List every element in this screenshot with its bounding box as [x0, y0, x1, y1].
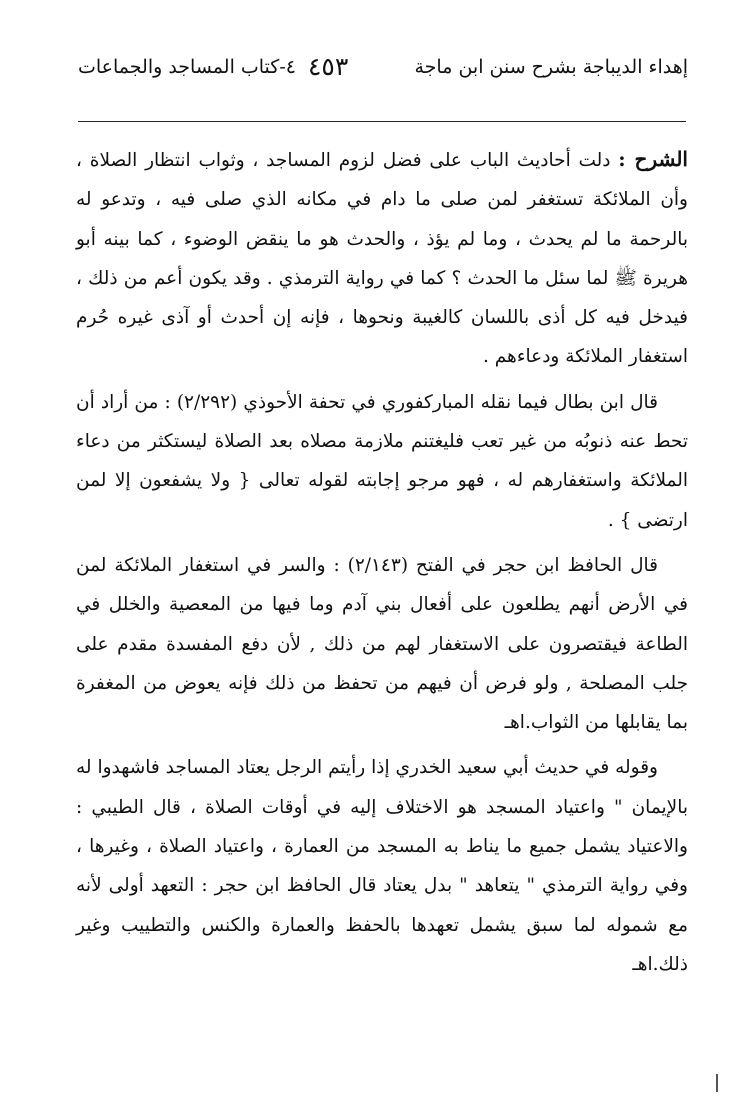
paragraph-ibn-battal: قال ابن بطال فيما نقله المباركفوري في تحفة الأحوذي (٢/٢٩٢) : من أراد أن تحط عنه ذنوبُه من غير تعب فليغتنم ملازمة مصلاه بعد الصلاة ليستكثر من دعاء الملائكة واستغفارهم له ، فهو مرجو إجابته لقوله تعالى { ولا يشفعون إلا لمن ارتضى } . [76, 391, 688, 531]
paragraph-text: دلت أحاديث الباب على فضل لزوم المساجد ، وثواب انتظار الصلاة ، وأن الملائكة تستغفر لمن صلى ما دام في مكانه الذي صلى فيه ، وتدعو له بالرحمة ما لم يحدث ، وما لم يؤذ ، والحدث هو ما ينقض الوضوء ، كما بينه أبو هريرة ﷺ لما سئل ما الحدث ؟ كما في رواية الترمذي . وقد يكون أعم من ذلك ، فيدخل فيه كل أذى باللسان كالغيبة ونحوها ، فإنه إن أحدث أو آذى غيره حُرم استغفار الملائكة ودعاءهم . [76, 150, 688, 368]
paragraph-commentary [76, 140, 688, 377]
commentary-label: الشرح : [618, 147, 688, 171]
paragraph-ibn-hajar: قال الحافظ ابن حجر في الفتح (٢/١٤٣) : والسر في استغفار الملائكة لمن في الأرض أنهم يطلعون على أفعال بني آدم وما فيها من المعصية والخلل في الطاعة فيقتصرون على الاستغفار لهم من ذلك , لأن دفع المفسدة مقدم على جلب المصلحة , ولو فرض أن فيهم من تحفظ من ذلك فإنه يعوض من المغفرة بما يقابلها من الثواب.اهـ [76, 554, 688, 734]
paragraph-abu-said: وقوله في حديث أبي سعيد الخدري إذا رأيتم الرجل يعتاد المساجد فاشهدوا له بالإيمان " واعتياد المسجد هو الاختلاف إليه في أوقات الصلاة ، قال الطيبي : والاعتياد يشمل جميع ما يناط به المسجد من العمارة ، واعتياد الصلاة ، وغيرها ، وفي رواية الترمذي " يتعاهد " بدل يعتاد قال الحافظ ابن حجر : التعهد أولى لأنه مع شموله لما سبق يشمل تعهدها بالحفظ والعمارة والكنس والتطييب وغير ذلك.اهـ [76, 757, 688, 975]
book-title: إهداء الديباجة بشرح سنن ابن ماجة [414, 56, 688, 78]
body-text [76, 140, 688, 990]
page-number: ٤٥٣ [308, 52, 349, 81]
scan-mark [716, 1074, 718, 1092]
running-header [78, 52, 688, 92]
header-rule [78, 121, 686, 122]
chapter-title: ٤-كتاب المساجد والجماعات [78, 56, 296, 78]
